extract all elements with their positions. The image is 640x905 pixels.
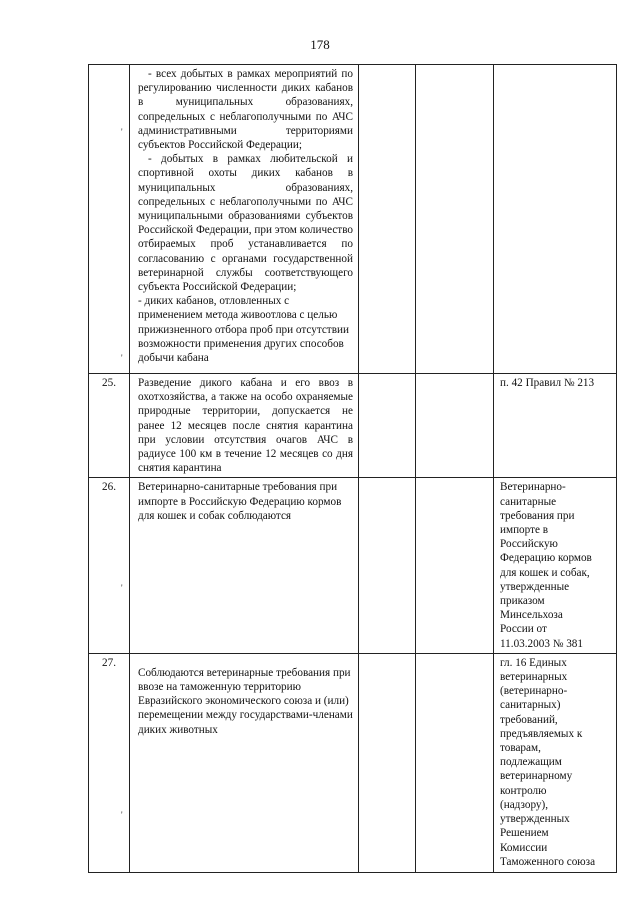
table-row — [89, 65, 617, 374]
table-row — [89, 478, 617, 653]
requirement-text: - всех добытых в рамках мероприятий по регулированию численности диких кабанов в муниципальных образованиях, сопредельных с неблагополучными по АЧС административными территориями субъектов Российской Федерации; — [138, 68, 353, 152]
answer-cell-no[interactable] — [416, 65, 494, 374]
answer-cell-yes[interactable] — [359, 374, 416, 478]
answer-cell-yes[interactable] — [359, 478, 416, 653]
row-number: 27. — [89, 653, 130, 872]
reference-text: п. 42 Правил № 213 — [500, 377, 595, 389]
page-number: 178 — [310, 37, 330, 52]
requirement-text: Ветеринарно-санитарные требования при импорте в Российскую Федерацию кормов для кошек и собак соблюдаются — [138, 481, 342, 522]
reference-cell — [494, 374, 617, 478]
requirements-table — [88, 64, 617, 873]
answer-cell-no[interactable] — [416, 653, 494, 872]
table-row — [89, 653, 617, 872]
requirement-text: Разведение дикого кабана и его ввоз в охотхозяйства, а также на особо охраняемые природные территории, допускается не ранее 12 месяцев после снятия карантина при условии отсутствия очагов АЧС в радиусе 100 км в течение 12 месяцев со дня снятия карантина — [138, 377, 353, 475]
requirement-cell — [130, 65, 359, 374]
reference-cell — [494, 478, 617, 653]
margin-mark: ' — [121, 810, 123, 820]
requirement-text: Соблюдаются ветеринарные требования при ввозе на таможенную территорию Евразийского экономического союза и (или) перемещении между государствами-членами диких животных — [138, 666, 353, 736]
answer-cell-no[interactable] — [416, 478, 494, 653]
requirement-cell — [130, 653, 359, 872]
reference-text: гл. 16 Единых ветеринарных (ветеринарно- санитарных) требований, предъявляемых к товарам, подлежащим ветеринарному контролю (надзору), утвержденных Решением Комиссии Таможенного союза — [500, 656, 596, 868]
row-number — [89, 65, 130, 374]
table-row — [89, 374, 617, 478]
reference-cell — [494, 653, 617, 872]
requirement-cell — [130, 374, 359, 478]
margin-mark: ' — [121, 127, 123, 137]
reference-cell — [494, 65, 617, 374]
row-number: 26. — [89, 478, 130, 653]
margin-mark: ' — [121, 583, 123, 593]
requirement-cell — [130, 478, 359, 653]
answer-cell-yes[interactable] — [359, 653, 416, 872]
row-number: 25. — [89, 374, 130, 478]
margin-mark: ' — [121, 353, 123, 363]
answer-cell-yes[interactable] — [359, 65, 416, 374]
reference-text: Ветеринарно- санитарные требования при импорте в Российскую Федерацию кормов для кошек и собак, утвержденные приказом Минсельхоза России от 11.03.2003 № 381 — [500, 481, 592, 650]
answer-cell-no[interactable] — [416, 374, 494, 478]
requirement-text: - добытых в рамках любительской и спортивной охоты диких кабанов в муниципальных образованиях, сопредельных с неблагополучными по АЧС муниципальными образованиями субъектов Российской Федерации, при этом количество отбираемых проб устанавливается по согласованию с органами государственной ветеринарной службы соответствующего субъекта Российской Федерации; — [138, 153, 353, 294]
requirement-text: - диких кабанов, отловленных с применением метода живоотлова с целью прижизненного отбора проб при отсутствии возможности применения других способов добычи кабана — [138, 295, 349, 365]
